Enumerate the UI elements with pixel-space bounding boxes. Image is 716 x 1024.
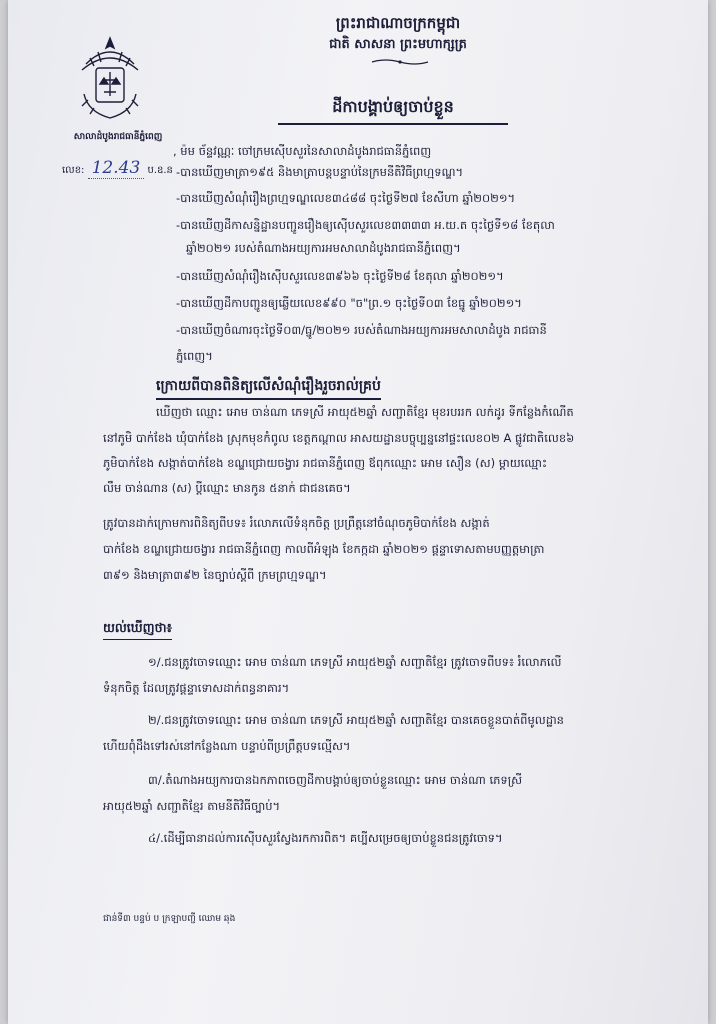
issuing-court: សាលាដំបូងរាជធានីភ្នំពេញ bbox=[73, 132, 163, 142]
considering-heading: យល់ឃើញថា៖ bbox=[103, 620, 172, 640]
ref-number-handwritten: 12.43 bbox=[88, 158, 145, 179]
consideration-line: ៣/.តំណាងអយ្យការបានឯកភាពចេញដីកាបង្គាប់ឲ្យចាប់ខ្លួនឈ្មោះ អោម ចាន់ណា ភេទស្រី bbox=[148, 773, 523, 787]
preamble-line: , ម៉ម ច័ន្ទវណ្ណៈ ចៅក្រមស៊ើបសួរនៃសាលាដំបូងរាជធានីភ្នំពេញ bbox=[173, 144, 432, 158]
document-title: ដីកាបង្គាប់ឲ្យចាប់ខ្លួន bbox=[278, 96, 508, 125]
preamble-line: -បានឃើញសំណុំរឿងព្រហ្មទណ្ឌលេខ៣៤៨៨ ចុះថ្ងៃទី២៧ ខែសីហា ឆ្នាំ២០២១។ bbox=[176, 191, 516, 205]
document-page bbox=[8, 0, 708, 1024]
consideration-line: អាយុ៥២ឆ្នាំ សញ្ជាតិខ្មែរ តាមនីតិវិធីច្បាប់។ bbox=[103, 799, 281, 813]
preamble-line: -បានឃើញសំណុំរឿងស៊ើបសួរលេខ៣៩៦៦ ចុះថ្ងៃទី២៨ ខែតុលា ឆ្នាំ២០២១។ bbox=[176, 269, 504, 283]
preamble-line: ភ្នំពេញ។ bbox=[176, 349, 213, 363]
finding-line: បាក់ខែង ខណ្ឌជ្រោយចង្វារ រាជធានីភ្នំពេញ កាលពីអំឡុង ខែកក្កដា ឆ្នាំ២០២១ ផ្តន្ទាទោសតាមបញ្ញត្តមាត្រា bbox=[103, 542, 545, 556]
finding-line: លឹម ចាន់ណាន (ស) ប្តីឈ្មោះ មានកូន ៥នាក់ ជាជនគេច។ bbox=[103, 481, 351, 495]
finding-line: ត្រូវបានដាក់ក្រោមការពិនិត្យពីបទ៖ រំលោភលើទំនុកចិត្ត ប្រព្រឹត្តនៅចំណុចភូមិបាក់ខែង សង្កាត់ bbox=[103, 516, 490, 530]
footer-note: ជាន់ទី៣ បន្ទប់ ប ក្រឡាបញ្ជី ឈោម ឆុង bbox=[103, 914, 236, 924]
finding-line: ឃើញថា ឈ្មោះ អោម ចាន់ណា ភេទស្រី អាយុ៥២ឆ្នាំ សញ្ជាតិខ្មែរ មុខរបររក លក់ដូរ ទីកន្លែងកំណើត bbox=[156, 405, 574, 419]
finding-line: នៅភូមិ បាក់ខែង ឃុំបាក់ខែង ស្រុកមុខកំពូល ខេត្តកណ្តាល អាសយដ្ឋានបច្ចុប្បន្ននៅផ្ទះលេខ០២ A ផ្លូវជាតិលេខ៦ bbox=[103, 431, 575, 445]
consideration-line: ទំនុកចិត្ត ដែលត្រូវផ្តន្ទាទោសដាក់ពន្ធនាគារ។ bbox=[103, 681, 290, 695]
reference-number bbox=[62, 158, 173, 178]
finding-line: ៣៩១ និងមាត្រា៣៩២ នៃច្បាប់ស្តីពី ក្រមព្រហ្មទណ្ឌ។ bbox=[103, 568, 327, 582]
ref-suffix: ប.ឧ.ន bbox=[147, 165, 173, 176]
national-motto: ជាតិ សាសនា ព្រះមហាក្សត្រ bbox=[329, 37, 467, 52]
preamble-line: ឆ្នាំ២០២១ របស់តំណាងអយ្យការអមសាលាដំបូងរាជធានីភ្នំពេញ។ bbox=[186, 241, 461, 255]
ref-label: លេខ: bbox=[62, 165, 85, 176]
consideration-line: ៤/.ដើម្បីធានាដល់ការស៊ើបសួរស្វែងរកការពិត។ គប្បីសម្រេចឲ្យចាប់ខ្លួនជនត្រូវចោទ។ bbox=[148, 831, 503, 845]
consideration-line: ២/.ជនត្រូវចោទឈ្មោះ អោម ចាន់ណា ភេទស្រី អាយុ៥២ឆ្នាំ សញ្ជាតិខ្មែរ បានគេចខ្លួនបាត់ពីមូលដ្ឋាន bbox=[148, 713, 564, 727]
court-emblem-icon bbox=[74, 34, 146, 126]
preamble-line: -បានឃើញដីកាសន្និដ្ឋានបញ្ជូនរឿងឲ្យស៊ើបសួរលេខ៣៣៣៣ អ.យ.ត ចុះថ្ងៃទី១៨ ខែតុលា bbox=[176, 218, 555, 232]
preamble-line: -បានឃើញមាត្រា១៩៥ និងមាត្រាបន្តបន្ទាប់នៃក្រមនីតិវិធីព្រហ្មទណ្ឌ។ bbox=[176, 165, 464, 179]
ornament-divider bbox=[370, 58, 430, 66]
preamble-line: -បានឃើញដីកាបញ្ជូនឲ្យឆ្លើយលេខ៩៩០ "ច"ព្រ.១ ចុះថ្ងៃទី០៣ ខែធ្នូ ឆ្នាំ២០២១។ bbox=[176, 296, 522, 310]
kingdom-header: ព្រះរាជាណាចក្រកម្ពុជា bbox=[335, 14, 461, 32]
consideration-line: ហើយពុំដឹងទៅរស់នៅកន្លែងណា បន្ទាប់ពីប្រព្រឹត្តបទល្មើស។ bbox=[103, 739, 351, 753]
preamble-line: -បានឃើញចំណារចុះថ្ងៃទី០៣/ធ្នូ/២០២១ របស់តំណាងអយ្យការអមសាលាដំបូង រាជធានី bbox=[176, 323, 547, 337]
finding-line: ភូមិបាក់ខែង សង្កាត់បាក់ខែង ខណ្ឌជ្រោយចង្វារ រាជធានីភ្នំពេញ ឪពុកឈ្មោះ អោម សឿន (ស) ម្តាយឈ្មោះ bbox=[103, 456, 548, 470]
section-heading: ក្រោយពីបានពិនិត្យលើសំណុំរឿងរួចរាល់គ្រប់ bbox=[156, 376, 381, 400]
consideration-line: ១/.ជនត្រូវចោទឈ្មោះ អោម ចាន់ណា ភេទស្រី អាយុ៥២ឆ្នាំ សញ្ជាតិខ្មែរ ត្រូវចោទពីបទ៖ រំលោភលើ bbox=[148, 655, 562, 669]
